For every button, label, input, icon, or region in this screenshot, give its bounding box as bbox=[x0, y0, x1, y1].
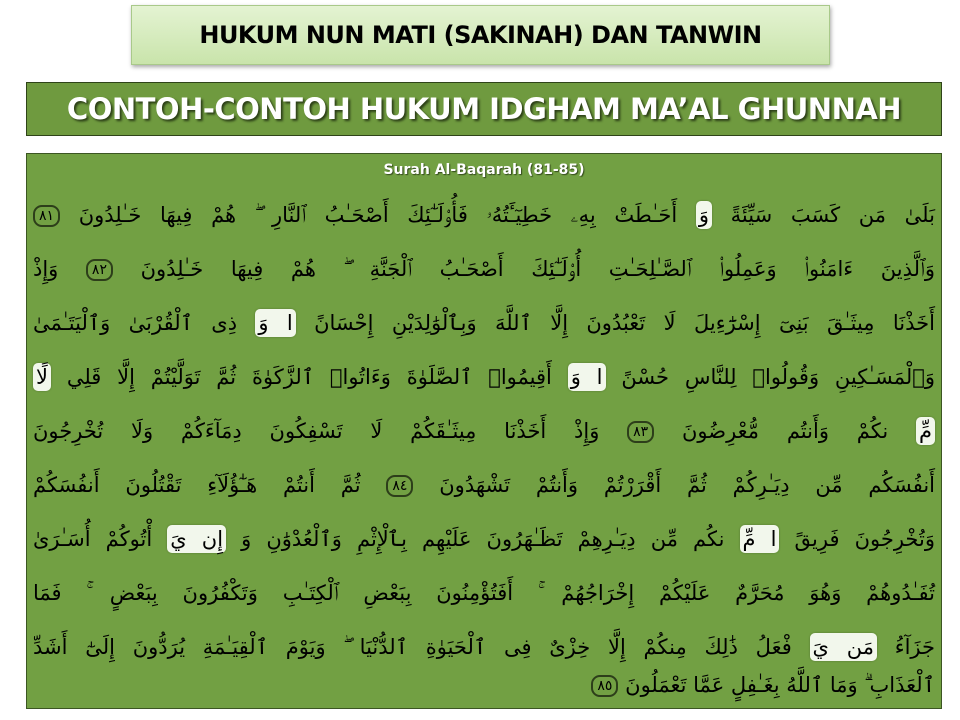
idgham-highlight: وَ bbox=[696, 201, 712, 229]
title-banner bbox=[131, 5, 830, 65]
verse-text: بَلَىٰ مَن كَسَبَ سَيِّئَةً bbox=[730, 203, 935, 227]
idgham-highlight: مِّ bbox=[916, 417, 935, 445]
ayah-end-marker: ٨٤ bbox=[386, 475, 413, 497]
verse-text: ذِى ٱلْقُرْبَىٰ وَٱلْيَتَـٰمَىٰ bbox=[33, 311, 238, 335]
verse-line bbox=[33, 194, 935, 236]
page-subtitle: CONTOH-CONTOH HUKUM IDGHAM MA’AL GHUNNAH bbox=[66, 92, 902, 126]
verse-panel bbox=[26, 153, 942, 709]
verse-text: ٱلْعَذَابِ ۗ وَمَا ٱللَّهُ بِغَـٰفِلٍ عَمَّا تَعْمَلُونَ bbox=[625, 673, 935, 697]
verse-line bbox=[33, 464, 935, 506]
idgham-highlight: لًا bbox=[33, 363, 51, 391]
ayah-end-marker: ٨١ bbox=[33, 205, 60, 227]
verse-line bbox=[33, 302, 935, 344]
verse-line bbox=[33, 664, 935, 706]
idgham-highlight: مَن يَ bbox=[810, 633, 877, 661]
verse-text: وَٱلَّذِينَ ءَامَنُوا۟ وَعَمِلُوا۟ ٱلصَّـٰلِحَـٰتِ أُو۟لَـٰٓئِكَ أَصْحَـٰبُ ٱلْجَنَّةِ ۖ هُمْ فِيهَا خَـٰلِدُونَ bbox=[140, 257, 935, 281]
idgham-highlight: ا مِّ bbox=[740, 525, 780, 553]
verse-text: أَخَذْنَا مِيثَـٰقَ بَنِىٓ إِسْرَٰٓءِيلَ لَا تَعْبُدُونَ إِلَّا ٱللَّهَ وَبِٱلْوَٰلِدَيْنِ إِحْسَانً bbox=[314, 311, 935, 335]
verse-line bbox=[33, 356, 935, 398]
verse-text: وَٱلْمَسَـٰكِينِ وَقُولُوا۟ لِلنَّاسِ حُسْنً bbox=[621, 365, 935, 389]
ayah-end-marker: ٨٣ bbox=[627, 421, 654, 443]
idgham-highlight: ا وَ bbox=[255, 309, 295, 337]
verse-text: أَنفُسَكُم مِّن دِيَـٰرِكُمْ ثُمَّ أَقْرَرْتُمْ وَأَنتُمْ تَشْهَدُونَ bbox=[439, 473, 936, 497]
verse-text: فْعَلُ ذَٰلِكَ مِنكُمْ إِلَّا خِزْىٌ فِى ٱلْحَيَوٰةِ ٱلدُّنْيَا ۖ وَيَوْمَ ٱلْقِيَـٰمَةِ يُرَدُّونَ إِلَىٰٓ أَشَدِّ bbox=[33, 635, 792, 659]
verse-text: ثُمَّ أَنتُمْ هَـٰٓؤُلَآءِ تَقْتُلُونَ أَنفُسَكُمْ bbox=[33, 473, 361, 497]
verse-text: تُفَـٰدُوهُمْ وَهُوَ مُحَرَّمٌ عَلَيْكُمْ إِخْرَاجُهُمْ ۚ أَفَتُؤْمِنُونَ بِبَعْضِ ٱلْكِتَـٰبِ وَتَكْفُرُونَ بِبَعْضٍ ۚ فَمَا bbox=[33, 581, 935, 605]
ayah-end-marker: ٨٢ bbox=[86, 259, 113, 281]
verse-line bbox=[33, 518, 935, 560]
verse-text: وَإِذْ bbox=[33, 257, 59, 281]
verse-line bbox=[33, 410, 935, 452]
page-title: HUKUM NUN MATI (SAKINAH) DAN TANWIN bbox=[199, 21, 762, 49]
idgham-highlight: ا وَ bbox=[568, 363, 606, 391]
verse-text: أَحَـٰطَتْ بِهِۦ خَطِيٓـَٔتُهُۥ فَأُو۟لَـٰٓئِكَ أَصْحَـٰبُ ٱلنَّارِ ۖ هُمْ فِيهَا خَـٰلِدُونَ bbox=[78, 203, 678, 227]
verse-text: وَتُخْرِجُونَ فَرِيقً bbox=[794, 527, 935, 551]
surah-label: Surah Al-Baqarah (81-85) bbox=[383, 162, 585, 178]
verse-line bbox=[33, 248, 935, 290]
verse-text: أْتُوكُمْ أُسَـٰرَىٰ bbox=[33, 527, 153, 551]
subtitle-banner bbox=[26, 82, 942, 136]
verse-text: أَقِيمُوا۟ ٱلصَّلَوٰةَ وَءَاتُوا۟ ٱلزَّكَوٰةَ ثُمَّ تَوَلَّيْتُمْ إِلَّا قَلِي bbox=[66, 365, 552, 389]
verse-text: وَإِذْ أَخَذْنَا مِيثَـٰقَكُمْ لَا تَسْفِكُونَ دِمَآءَكُمْ وَلَا تُخْرِجُونَ bbox=[33, 419, 600, 443]
verse-text: نكُمْ وَأَنتُم مُّعْرِضُونَ bbox=[681, 419, 889, 443]
verse-line bbox=[33, 572, 935, 614]
verse-lines bbox=[27, 154, 941, 708]
verse-line bbox=[33, 626, 935, 668]
verse-text: نكُم مِّن دِيَـٰرِهِمْ تَظَـٰهَرُونَ عَلَيْهِم بِٱلْإِثْمِ وَٱلْعُدْوَٰنِ وَ bbox=[241, 527, 725, 551]
verse-text: جَزَآءُ bbox=[894, 635, 935, 659]
ayah-end-marker: ٨٥ bbox=[591, 675, 618, 697]
idgham-highlight: إِن يَ bbox=[167, 525, 226, 553]
